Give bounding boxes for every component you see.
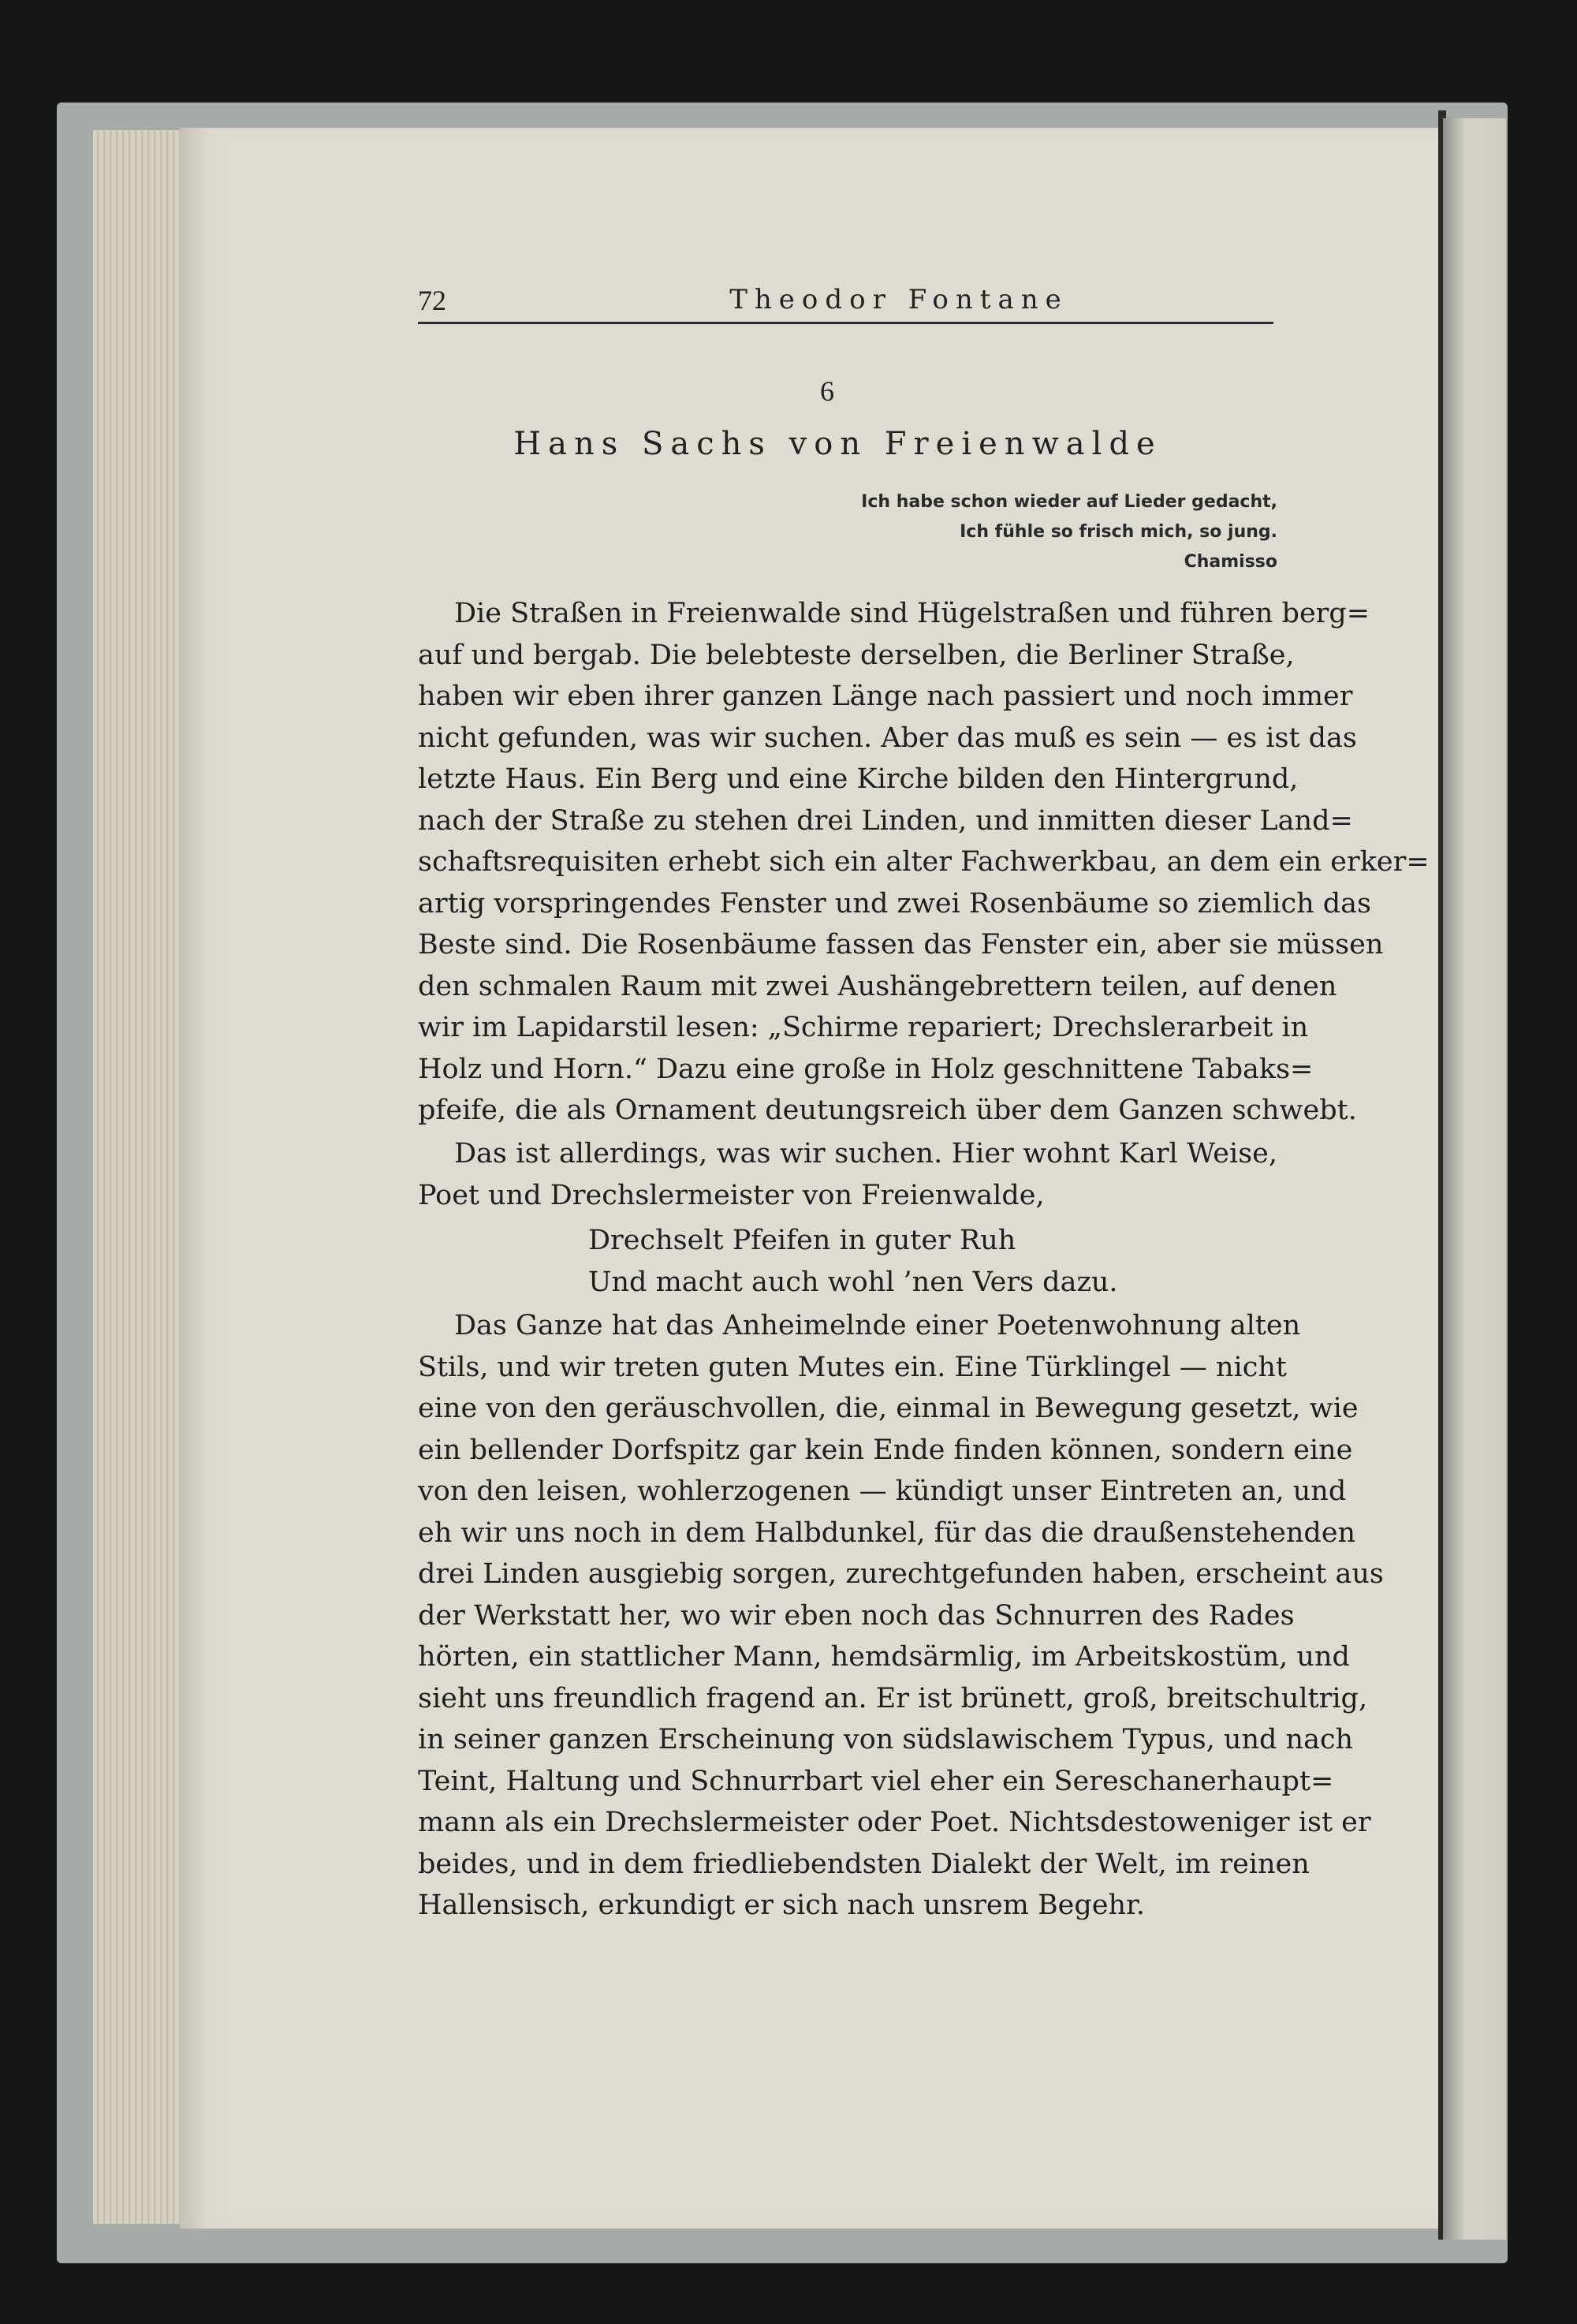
running-head: Theodor Fontane	[729, 284, 1068, 315]
text-line: beides, und in dem friedliebendsten Dialekt der Welt, im reinen	[418, 1848, 1310, 1880]
text-line: Die Straßen in Freienwalde sind Hügelstraßen und führen berg=	[454, 598, 1370, 629]
text-line: den schmalen Raum mit zwei Aushängebrettern teilen, auf denen	[418, 970, 1337, 1002]
text-line: wir im Lapidarstil lesen: „Schirme repariert; Drechslerarbeit in	[418, 1012, 1309, 1043]
text-line: sieht uns freundlich fragend an. Er ist brünett, groß, breitschultrig,	[418, 1682, 1368, 1714]
text-line: hörten, ein stattlicher Mann, hemdsärmlig, im Arbeitskostüm, und	[418, 1641, 1350, 1673]
text-line: Stils, und wir treten guten Mutes ein. Eine Türklingel — nicht	[418, 1351, 1287, 1383]
text-line: eine von den geräuschvollen, die, einmal in Bewegung gesetzt, wie	[418, 1393, 1359, 1424]
text-line: auf und bergab. Die belebteste derselben, die Berliner Straße,	[418, 639, 1295, 671]
paragraph-3	[418, 1305, 1384, 1927]
text-line: Beste sind. Die Rosenbäume fassen das Fenster ein, aber sie müssen	[418, 929, 1384, 961]
text-line: pfeife, die als Ornament deutungsreich über dem Ganzen schwebt.	[418, 1095, 1357, 1126]
verse-line: Drechselt Pfeifen in guter Ruh	[588, 1225, 1016, 1256]
epigraph	[710, 487, 1277, 577]
page-edges	[93, 130, 188, 2224]
verse-line: Und macht auch wohl ’nen Vers dazu.	[588, 1266, 1118, 1298]
epigraph-line: Ich habe schon wieder auf Lieder gedacht,	[861, 492, 1277, 512]
text-line: artig vorspringendes Fenster und zwei Rosenbäume so ziemlich das	[418, 887, 1371, 920]
facing-page-edge	[1443, 118, 1506, 2240]
text-line: Teint, Haltung und Schnurrbart viel eher ein Sereschanerhaupt=	[418, 1765, 1334, 1797]
paragraph-2	[418, 1133, 1277, 1216]
text-line: Holz und Horn.“ Dazu eine große in Holz geschnittene Tabaks=	[418, 1053, 1314, 1085]
text-line: letzte Haus. Ein Berg und eine Kirche bilden den Hintergrund,	[418, 763, 1299, 795]
text-line: eh wir uns noch in dem Halbdunkel, für das die draußenstehenden	[418, 1516, 1356, 1549]
text-line: ein bellender Dorfspitz gar kein Ende finden können, sondern eine	[418, 1434, 1353, 1466]
page-number: 72	[418, 285, 446, 316]
text-line: nach der Straße zu stehen drei Linden, und inmitten dieser Land=	[418, 804, 1353, 837]
text-line: der Werkstatt her, wo wir eben noch das Schnurren des Rades	[418, 1599, 1295, 1632]
text-line: schaftsrequisiten erhebt sich ein alter Fachwerkbau, an dem ein erker=	[418, 846, 1430, 878]
page-header	[418, 282, 1273, 324]
text-line: in seiner ganzen Erscheinung von südslawischem Typus, und nach	[418, 1724, 1354, 1755]
verse	[588, 1220, 1118, 1304]
epigraph-line: Ich fühle so frisch mich, so jung.	[960, 522, 1277, 542]
chapter-number: 6	[820, 375, 834, 407]
text-line: Hallensisch, erkundigt er sich nach unsrem Begehr.	[418, 1889, 1146, 1921]
text-line: von den leisen, wohlerzogenen — kündigt unser Eintreten an, und	[418, 1475, 1347, 1507]
chapter-title: Hans Sachs von Freienwalde	[513, 426, 1162, 462]
text-line: mann als ein Drechslermeister oder Poet. Nichtsdestoweniger ist er	[418, 1807, 1371, 1838]
text-line: nicht gefunden, was wir suchen. Aber das muß es sein — es ist das	[418, 722, 1357, 754]
text-line: drei Linden ausgiebig sorgen, zurechtgefunden haben, erscheint aus	[418, 1558, 1384, 1590]
epigraph-author: Chamisso	[1184, 552, 1277, 572]
text-line: haben wir eben ihrer ganzen Länge nach passiert und noch immer	[418, 681, 1353, 712]
text-line: Das Ganze hat das Anheimelnde einer Poetenwohnung alten	[454, 1310, 1301, 1341]
text-line: Das ist allerdings, was wir suchen. Hier wohnt Karl Weise,	[454, 1138, 1277, 1169]
text-line: Poet und Drechslermeister von Freienwalde,	[418, 1179, 1045, 1211]
paragraph-1	[418, 593, 1430, 1132]
